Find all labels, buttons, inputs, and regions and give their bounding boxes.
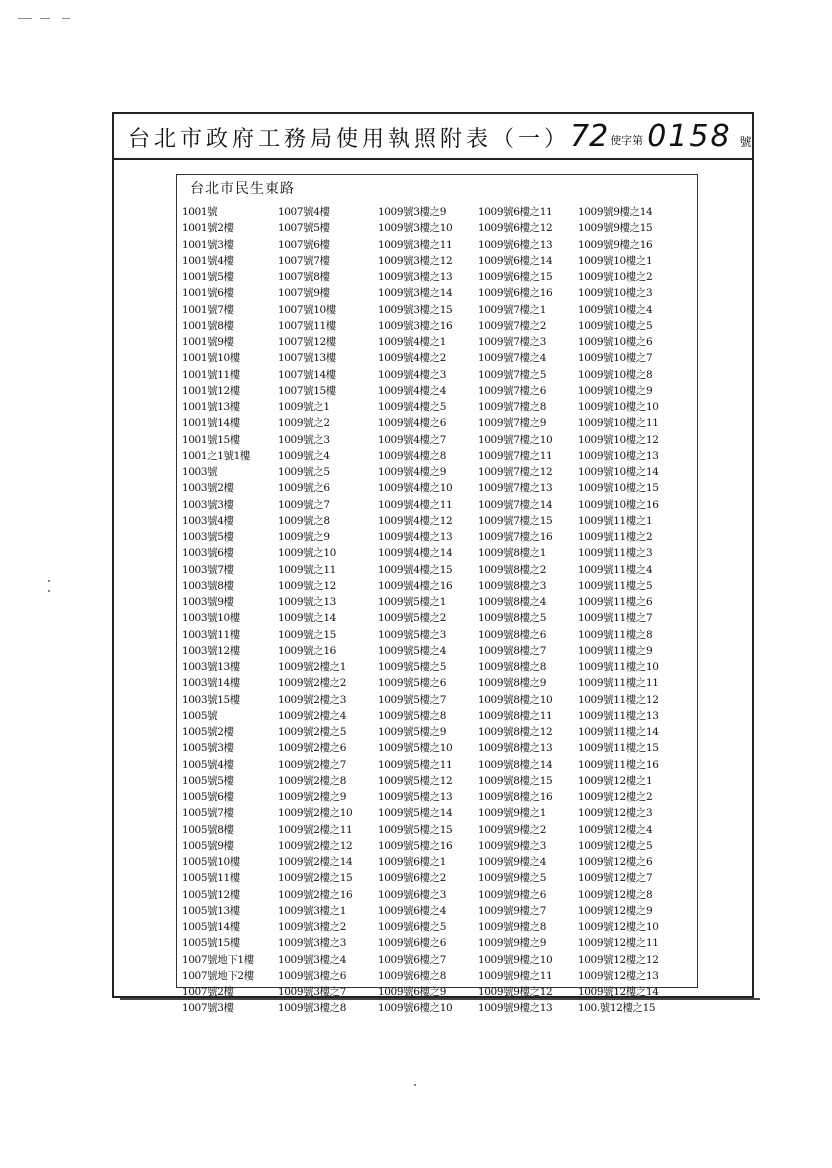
address-entry: 1009號5樓之15 (378, 823, 453, 836)
address-entry: 1009號3樓之3 (278, 937, 346, 950)
address-entry: 1009號9樓之5 (478, 872, 546, 885)
address-entry: 1009號11樓之16 (578, 758, 659, 771)
address-entry: 1009號8樓之16 (478, 791, 553, 803)
address-entry: 1009號4樓之10 (378, 482, 453, 495)
address-entry: 1009號5樓之9 (378, 726, 446, 738)
address-entry: 1009號5樓之4 (378, 644, 446, 657)
address-entry: 1007號6樓 (278, 238, 330, 251)
address-entry: 1007號11樓 (278, 319, 336, 332)
address-entry: 1001號7樓 (182, 303, 234, 316)
address-entry: 1009號10樓之16 (578, 498, 659, 511)
scan-speck (48, 580, 50, 582)
address-entry: 1009號10樓之10 (578, 401, 659, 413)
address-entry: 1005號9樓 (182, 839, 234, 852)
address-entry: 1009號4樓之12 (378, 514, 453, 527)
address-entry: 1009號11樓之6 (578, 596, 653, 608)
address-entry: 1009號2樓之3 (278, 693, 346, 706)
address-entry: 1001號11樓 (182, 368, 240, 381)
address-entry: 1007號10樓 (278, 303, 336, 316)
address-entry: 1009號10樓之9 (578, 384, 653, 397)
address-entry: 1009號4樓之7 (378, 433, 446, 446)
address-entry: 1009號12樓之10 (578, 921, 659, 933)
address-entry: 1009號4樓之8 (378, 449, 446, 462)
address-entry: 1009號10樓之4 (578, 303, 653, 316)
address-entry: 1005號15樓 (182, 937, 240, 950)
address-entry: 1009號8樓之11 (478, 709, 553, 722)
address-entry: 1009號7樓之2 (478, 319, 546, 332)
address-entry: 1003號3樓 (182, 498, 234, 511)
address-entry: 1005號12樓 (182, 888, 240, 901)
address-entry: 1009號5樓之12 (378, 774, 453, 787)
address-entry: 1001號8樓 (182, 319, 234, 332)
address-entry: 1009號3樓之2 (278, 921, 346, 933)
address-entry: 1007號9樓 (278, 287, 330, 300)
address-entry: 1009號6樓之12 (478, 222, 553, 235)
address-entry: 1009號8樓之13 (478, 742, 553, 755)
address-entry: 1009號10樓之7 (578, 352, 653, 365)
address-entry: 1009號6樓之7 (378, 953, 446, 966)
address-column (478, 204, 578, 1017)
address-entry: 1009號11樓之9 (578, 644, 653, 657)
address-entry: 1001號4樓 (182, 254, 234, 267)
address-entry: 1009號之15 (278, 628, 336, 641)
address-entry: 1009號10樓之6 (578, 336, 653, 348)
address-entry: 1007號4樓 (278, 206, 330, 218)
address-entry: 1009號6樓之3 (378, 888, 446, 901)
address-entry: 1001號15樓 (182, 433, 240, 446)
address-entry: 1009號8樓之12 (478, 726, 553, 738)
address-entry: 1007號12樓 (278, 336, 336, 348)
address-entry: 1009號6樓之1 (378, 856, 446, 868)
address-entry: 1009號8樓之15 (478, 774, 553, 787)
address-entry: 1009號12樓之12 (578, 953, 659, 966)
address-entry: 1005號14樓 (182, 921, 240, 933)
address-entry: 1005號8樓 (182, 823, 234, 836)
address-entry: 1009號8樓之9 (478, 677, 546, 690)
address-entry: 1009號之5 (278, 466, 330, 478)
address-entry: 1009號12樓之4 (578, 823, 653, 836)
address-entry: 1009號之3 (278, 433, 330, 446)
address-entry: 1009號9樓之12 (478, 986, 553, 998)
permit-suffix-label: 號 (739, 135, 752, 149)
address-entry: 1001號10樓 (182, 352, 240, 365)
address-entry: 1001號5樓 (182, 271, 234, 283)
address-entry: 1009號之9 (278, 531, 330, 543)
address-entry: 1009號12樓之3 (578, 807, 653, 820)
address-entry: 1009號6樓之10 (378, 1002, 453, 1015)
address-entry: 1001號12樓 (182, 384, 240, 397)
address-entry: 1009號9樓之1 (478, 807, 546, 820)
address-entry: 1005號6樓 (182, 791, 234, 803)
address-entry: 1007號7樓 (278, 254, 330, 267)
address-entry: 1009號2樓之4 (278, 709, 346, 722)
address-entry: 1009號10樓之8 (578, 368, 653, 381)
permit-prefix-handwritten: 72 (570, 119, 609, 154)
address-entry: 1009號3樓之7 (278, 986, 346, 998)
address-entry: 1009號3樓之14 (378, 287, 453, 300)
address-column (278, 204, 378, 1017)
address-entry: 1009號4樓之14 (378, 547, 453, 560)
address-column (182, 204, 278, 1017)
address-entry: 1009號8樓之3 (478, 579, 546, 592)
address-entry: 1001號13樓 (182, 401, 240, 413)
address-entry: 1001號14樓 (182, 417, 240, 430)
address-entry: 1009號8樓之7 (478, 644, 546, 657)
address-entry: 1003號12樓 (182, 644, 240, 657)
address-grid (182, 204, 694, 1015)
address-entry: 1009號3樓之11 (378, 238, 453, 251)
address-entry: 1003號14樓 (182, 677, 240, 690)
address-entry: 1007號14樓 (278, 368, 336, 381)
address-entry: 1009號8樓之4 (478, 596, 546, 608)
address-entry: 1007號2樓 (182, 986, 234, 998)
address-entry: 1009號2樓之8 (278, 774, 346, 787)
address-entry: 1005號11樓 (182, 872, 240, 885)
address-entry: 1009號8樓之6 (478, 628, 546, 641)
address-entry: 1009號3樓之1 (278, 904, 346, 917)
address-entry: 1009號5樓之8 (378, 709, 446, 722)
address-entry: 1009號2樓之1 (278, 661, 346, 673)
address-entry: 1009號11樓之5 (578, 579, 653, 592)
address-entry: 1009號9樓之2 (478, 823, 546, 836)
address-entry: 1009號8樓之2 (478, 563, 546, 576)
address-entry: 1005號7樓 (182, 807, 234, 820)
address-entry: 1003號4樓 (182, 514, 234, 527)
address-entry: 1009號11樓之2 (578, 531, 653, 543)
address-entry: 1009號7樓之12 (478, 466, 553, 478)
address-entry: 1009號10樓之3 (578, 287, 653, 300)
address-entry: 1003號6樓 (182, 547, 234, 560)
address-entry: 1009號6樓之8 (378, 969, 446, 982)
street-name: 台北市民生東路 (190, 181, 295, 197)
address-entry: 1009號9樓之3 (478, 839, 546, 852)
address-entry: 1009號9樓之10 (478, 953, 553, 966)
scan-speck (48, 590, 50, 592)
address-entry: 1009號8樓之1 (478, 547, 546, 560)
address-entry: 1007號3樓 (182, 1002, 234, 1015)
permit-serial-handwritten: 0158 (647, 119, 732, 154)
address-entry: 1009號6樓之6 (378, 937, 446, 950)
address-entry: 1009號10樓之13 (578, 449, 659, 462)
address-entry: 1009號5樓之7 (378, 693, 446, 706)
address-entry: 1009號3樓之8 (278, 1002, 346, 1015)
address-entry: 1009號4樓之11 (378, 498, 453, 511)
address-entry: 1009號7樓之8 (478, 401, 546, 413)
address-entry: 1009號10樓之11 (578, 417, 659, 430)
address-entry: 1009號之12 (278, 579, 336, 592)
address-entry: 1003號5樓 (182, 531, 234, 543)
address-entry: 1009號8樓之14 (478, 758, 553, 771)
address-entry: 1009號12樓之13 (578, 969, 659, 982)
address-entry: 1009號12樓之7 (578, 872, 653, 885)
address-entry: 1009號6樓之4 (378, 904, 446, 917)
address-entry: 1009號3樓之9 (378, 206, 446, 218)
address-entry: 1009號2樓之6 (278, 742, 346, 755)
address-entry: 1009號8樓之5 (478, 612, 546, 625)
address-entry: 1009號10樓之2 (578, 271, 653, 283)
address-entry: 1001之1號1樓 (182, 449, 250, 462)
address-entry: 1007號8樓 (278, 271, 330, 283)
address-column (578, 204, 686, 1017)
address-entry: 1001號 (182, 206, 218, 218)
address-entry: 1009號6樓之2 (378, 872, 446, 885)
address-entry: 1009號7樓之13 (478, 482, 553, 495)
address-entry: 1009號11樓之8 (578, 628, 653, 641)
address-entry: 1009號9樓之6 (478, 888, 546, 901)
address-entry: 1009號之2 (278, 417, 330, 430)
address-entry: 1009號12樓之14 (578, 986, 659, 998)
address-entry: 1009號9樓之15 (578, 222, 653, 235)
address-entry: 1009號7樓之16 (478, 531, 553, 543)
address-entry: 1005號2樓 (182, 726, 234, 738)
address-entry: 1007號5樓 (278, 222, 330, 235)
address-entry: 1009號10樓之1 (578, 254, 653, 267)
address-entry: 1009號5樓之16 (378, 839, 453, 852)
address-entry: 1009號之1 (278, 401, 330, 413)
address-entry: 1009號7樓之4 (478, 352, 546, 365)
address-entry: 1003號15樓 (182, 693, 240, 706)
address-entry: 1009號5樓之13 (378, 791, 453, 803)
address-entry: 1009號之16 (278, 644, 336, 657)
address-entry: 1003號2樓 (182, 482, 234, 495)
address-entry: 1009號3樓之16 (378, 319, 453, 332)
address-entry: 1009號11樓之12 (578, 693, 659, 706)
address-entry: 1009號6樓之15 (478, 271, 553, 283)
address-entry: 1007號地下2樓 (182, 969, 254, 982)
address-entry: 1009號2樓之9 (278, 791, 346, 803)
address-entry: 1005號10樓 (182, 856, 240, 868)
address-entry: 1009號12樓之9 (578, 904, 653, 917)
address-entry: 1009號11樓之10 (578, 661, 659, 673)
address-entry: 1003號11樓 (182, 628, 240, 641)
address-entry: 1009號12樓之2 (578, 791, 653, 803)
scan-speck (414, 1084, 416, 1086)
address-entry: 1005號5樓 (182, 774, 234, 787)
address-entry: 1009號12樓之11 (578, 937, 659, 950)
address-entry: 1009號4樓之13 (378, 531, 453, 543)
address-entry: 1009號9樓之8 (478, 921, 546, 933)
address-entry: 1009號3樓之15 (378, 303, 453, 316)
address-entry: 1009號2樓之2 (278, 677, 346, 690)
address-entry: 1009號2樓之11 (278, 823, 353, 836)
address-entry: 1009號11樓之1 (578, 514, 653, 527)
address-entry: 1001號2樓 (182, 222, 234, 235)
address-entry: 1009號9樓之11 (478, 969, 553, 982)
address-entry: 1009號10樓之15 (578, 482, 659, 495)
address-entry: 1009號11樓之7 (578, 612, 653, 625)
address-entry: 1003號 (182, 466, 218, 478)
address-entry: 1009號5樓之5 (378, 661, 446, 673)
address-entry: 1009號2樓之14 (278, 856, 353, 868)
address-entry: 1007號13樓 (278, 352, 336, 365)
address-entry: 1009號7樓之11 (478, 449, 553, 462)
address-entry: 1009號3樓之12 (378, 254, 453, 267)
header-rule (112, 158, 754, 160)
address-entry: 1001號6樓 (182, 287, 234, 300)
address-entry: 1009號12樓之6 (578, 856, 653, 868)
permit-number (570, 118, 752, 154)
address-entry: 1003號8樓 (182, 579, 234, 592)
address-entry: 1001號3樓 (182, 238, 234, 251)
address-entry: 1009號之10 (278, 547, 336, 560)
address-entry: 1009號3樓之4 (278, 953, 346, 966)
address-entry: 1009號4樓之6 (378, 417, 446, 430)
address-entry: 1009號11樓之3 (578, 547, 653, 560)
address-entry: 1009號6樓之13 (478, 238, 553, 251)
address-entry: 1009號5樓之10 (378, 742, 453, 755)
address-entry: 1009號9樓之9 (478, 937, 546, 950)
address-entry: 1009號9樓之16 (578, 238, 653, 251)
address-entry: 1003號7樓 (182, 563, 234, 576)
address-entry: 1009號4樓之9 (378, 466, 446, 478)
address-entry: 1009號7樓之5 (478, 368, 546, 381)
address-entry: 1009號12樓之8 (578, 888, 653, 901)
address-entry: 1009號6樓之11 (478, 206, 553, 218)
address-entry: 1009號7樓之10 (478, 433, 553, 446)
address-entry: 1009號3樓之13 (378, 271, 453, 283)
address-entry: 1009號6樓之5 (378, 921, 446, 933)
address-entry: 1009號12樓之1 (578, 774, 653, 787)
permit-type-label: 使字第 (610, 134, 644, 147)
address-entry: 1009號6樓之9 (378, 986, 446, 998)
scan-mark (62, 18, 70, 19)
address-entry: 1001號9樓 (182, 336, 234, 348)
address-entry: 1009號5樓之2 (378, 612, 446, 625)
address-entry: 1009號7樓之3 (478, 336, 546, 348)
address-entry: 1009號4樓之16 (378, 579, 453, 592)
address-entry: 1009號4樓之15 (378, 563, 453, 576)
address-entry: 1005號3樓 (182, 742, 234, 755)
address-entry: 1009號之8 (278, 514, 330, 527)
address-entry: 1005號4樓 (182, 758, 234, 771)
address-entry: 1009號7樓之14 (478, 498, 553, 511)
address-entry: 1009號12樓之5 (578, 839, 653, 852)
address-entry: 1009號9樓之4 (478, 856, 546, 868)
address-entry: 1009號之6 (278, 482, 330, 495)
address-entry: 1009號2樓之16 (278, 888, 353, 901)
address-entry: 1009號9樓之14 (578, 206, 653, 218)
address-entry: 1009號5樓之14 (378, 807, 453, 820)
address-entry: 1009號5樓之3 (378, 628, 446, 641)
address-entry: 1009號8樓之10 (478, 693, 553, 706)
address-entry: 1009號3樓之10 (378, 222, 453, 235)
address-entry: 1009號2樓之5 (278, 726, 346, 738)
address-entry: 1003號13樓 (182, 661, 240, 673)
address-entry: 1009號3樓之6 (278, 969, 346, 982)
address-entry: 1009號7樓之6 (478, 384, 546, 397)
address-entry: 100.號12樓之15 (578, 1002, 656, 1015)
address-entry: 1009號5樓之11 (378, 758, 453, 771)
address-entry: 1009號之4 (278, 449, 330, 462)
address-entry: 1009號之11 (278, 563, 336, 576)
address-entry: 1009號7樓之9 (478, 417, 546, 430)
scan-mark (40, 18, 50, 19)
address-entry: 1009號11樓之13 (578, 709, 659, 722)
address-entry: 1007號15樓 (278, 384, 336, 397)
address-entry: 1009號4樓之2 (378, 352, 446, 365)
scan-mark (18, 18, 32, 19)
address-entry: 1009號4樓之3 (378, 368, 446, 381)
address-entry: 1009號4樓之1 (378, 336, 446, 348)
address-entry: 1009號4樓之5 (378, 401, 446, 413)
address-entry: 1009號之13 (278, 596, 336, 608)
address-entry: 1009號11樓之11 (578, 677, 659, 690)
address-entry: 1009號5樓之6 (378, 677, 446, 690)
address-entry: 1009號之14 (278, 612, 336, 625)
address-entry: 1009號5樓之1 (378, 596, 446, 608)
address-entry: 1007號地下1樓 (182, 953, 254, 966)
address-entry: 1003號9樓 (182, 596, 234, 608)
address-entry: 1005號13樓 (182, 904, 240, 917)
address-entry: 1009號10樓之12 (578, 433, 659, 446)
address-entry: 1009號8樓之8 (478, 661, 546, 673)
address-entry: 1009號11樓之14 (578, 726, 659, 738)
address-entry: 1009號10樓之14 (578, 466, 659, 478)
address-entry: 1009號之7 (278, 498, 330, 511)
address-entry: 1009號7樓之1 (478, 303, 546, 316)
address-entry: 1009號4樓之4 (378, 384, 446, 397)
address-entry: 1005號 (182, 709, 218, 722)
address-entry: 1009號2樓之12 (278, 839, 353, 852)
address-entry: 1009號11樓之15 (578, 742, 659, 755)
address-entry: 1009號9樓之13 (478, 1002, 553, 1015)
address-entry: 1009號11樓之4 (578, 563, 653, 576)
address-entry: 1009號2樓之10 (278, 807, 353, 820)
address-entry: 1009號6樓之16 (478, 287, 553, 300)
address-entry: 1009號9樓之7 (478, 904, 546, 917)
address-entry: 1009號2樓之7 (278, 758, 346, 771)
address-entry: 1009號6樓之14 (478, 254, 553, 267)
address-entry: 1009號7樓之15 (478, 514, 553, 527)
address-entry: 1003號10樓 (182, 612, 240, 625)
address-entry: 1009號10樓之5 (578, 319, 653, 332)
address-column (378, 204, 478, 1017)
address-entry: 1009號2樓之15 (278, 872, 353, 885)
document-title: 台北市政府工務局使用執照附表（一） (128, 127, 571, 152)
bottom-rule (120, 998, 760, 1000)
